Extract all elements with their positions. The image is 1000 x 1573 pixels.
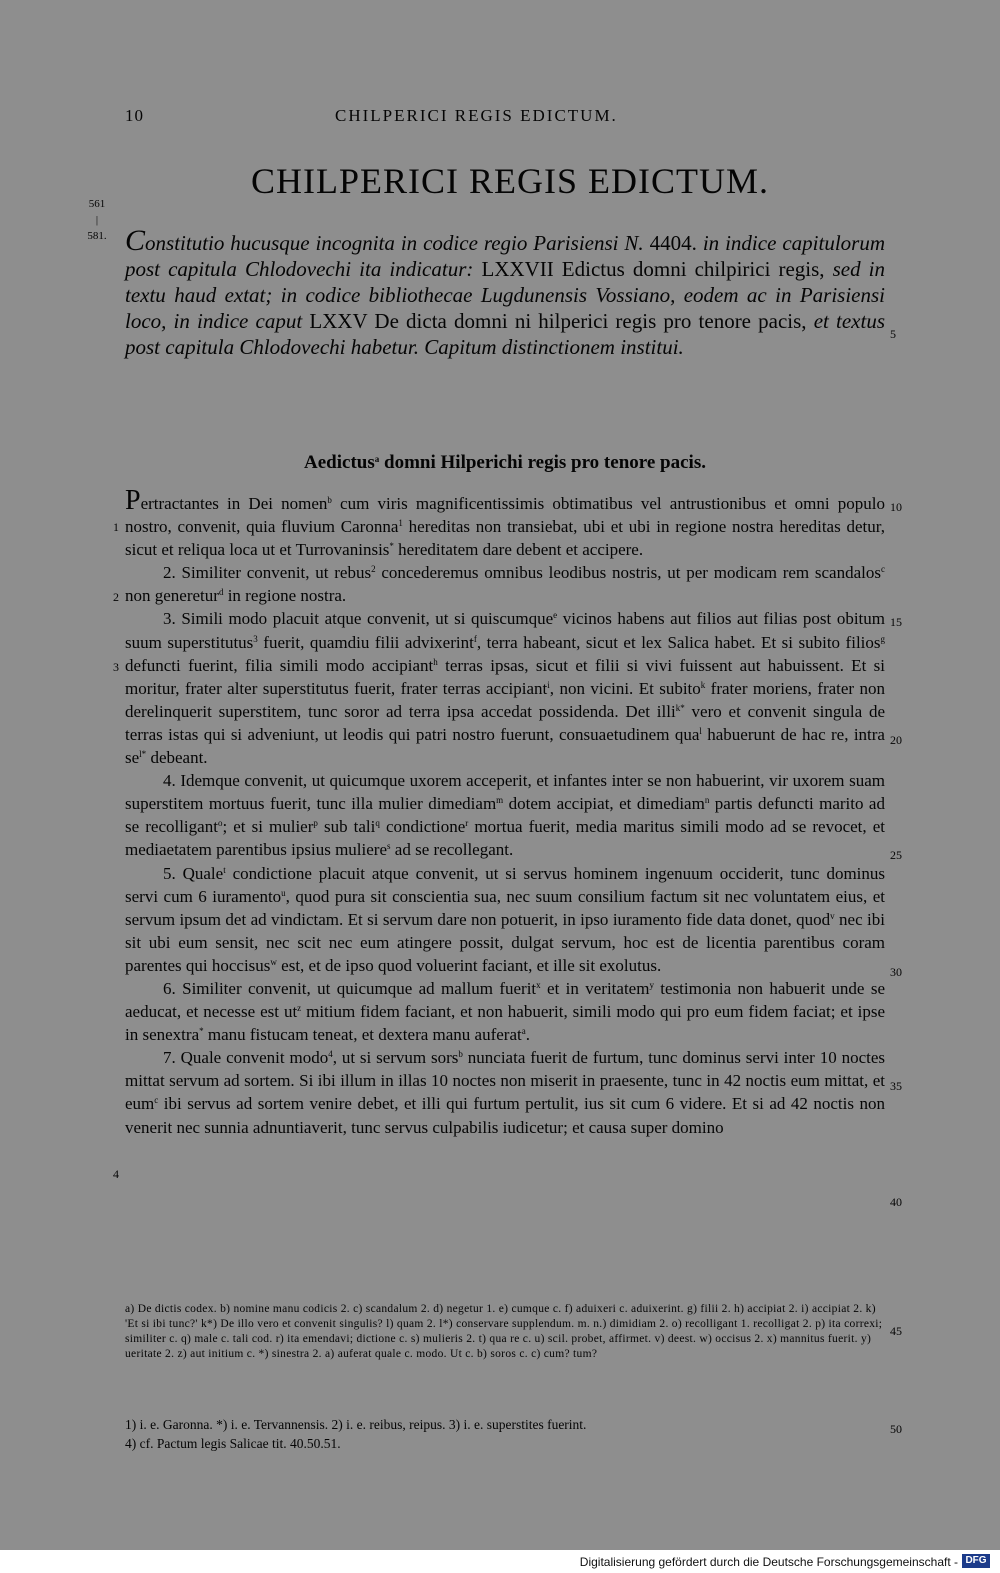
- running-title: CHILPERICI REGIS EDICTUM.: [335, 106, 618, 125]
- digitization-credit-bar: [0, 1550, 1000, 1573]
- editorial-introduction: Constitutio hucusque incognita in codice regio Parisiensi N. 4404. in indice capitulorum post capitula Chlodovechi ita indicatur: LXXVII Edictus domni chilpirici regis, sed in textu haud extat; in codice bibliothecae Lugdunensis Vossiano, eodem ac in Parisiensi loco, in indice caput LXXV De dicta domni ni hilperici regis pro tenore pacis, et textus post capitula Chlodovechi habetur. Capitum distinctionem institui.: [125, 224, 885, 359]
- main-title: CHILPERICI REGIS EDICTUM.: [251, 161, 769, 201]
- paragraph-5: 5. Quale$^t$ condictione placuit atque convenit, ut si servus hominem ingenuum occiderit, tunc dominus servi cum 6 iuramento$^u$, quod pura sit conscientia sua, nec suum consilium factum sit nec voluntatem eius, et servum ipsum det ad vindictam. Et si servum dare non potuerit, in ipso iuramento fide data donet, quod$^v$ nec ibi sit ubi eum sensit, nec scit nec eum atingere possit, dulgat servum, hoc est de licentia parentibus coram parentes qui hoccisus$^w$ est, et de ipso quod voluerint faciant, et ille sit exolutus.: [125, 863, 886, 975]
- line-number: 45: [890, 1324, 902, 1338]
- line-number: 10: [890, 500, 902, 514]
- line-number: 50: [890, 1422, 902, 1436]
- line-number: 15: [890, 615, 902, 629]
- date-range-margin: 561 | 581.: [87, 198, 107, 242]
- line-number: 30: [890, 965, 902, 979]
- margin-reference: 4: [113, 1167, 119, 1181]
- line-number: 35: [890, 1079, 902, 1093]
- explanatory-notes: 1) i. e. Garonna. *) i. e. Tervannensis. 2) i. e. reibus, reipus. 3) i. e. superstites fuerint. 4) cf. Pactum legis Salicae tit. 40.50.51.: [125, 1417, 587, 1451]
- margin-reference: 2: [113, 590, 119, 604]
- critical-apparatus: a) De dictis codex. b) nomine manu codicis 2. c) scandalum 2. d) negetur 1. e) cumque c. f) aduixeri c. aduixerint. g) filii 2. h) accipiat 2. i) accipiat 2. k) 'Et si ibi tunc?' k*) De illo vero et convenit singulis? l) quam 2. l*) conservare supplendum. m. n.) dimidiam 2. o) recolligant 1. recolligat 2. p) ita correxi; similiter c. q) male c. tali cod. r) ita emendavi; dictione c. s) mulieris 2. t) qua re c. u) scil. probet, affirmet. v) deest. w) occisus 2. x) mannitus fuerit. y) ueritate 2. z) aut initium c. *) sinestra 2. a) auferat quale c. modo. Ut c. b) soros c. c) cum? tum?: [125, 1303, 883, 1360]
- edict-text: [125, 485, 886, 1139]
- dfg-logo: DFG: [962, 1554, 990, 1568]
- paragraph-4: 4. Idemque convenit, ut quicumque uxorem acceperit, et infantes inter se non habuerint, vir uxorem suam superstitem mortuus fuerit, tunc illa mulier dimediam$^m$ dotem accipiat, et dimediam$^n$ partis defuncti marito ad se recolligant$^o$; et si mulier$^p$ sub tali$^q$ condictione$^r$ mortua fuerit, media maritus simili modo ad se revocet, et mediaetatem parentibus ipsius muliere$^s$ ad se recollegant.: [125, 771, 885, 860]
- page-number: 10: [125, 106, 144, 125]
- running-head: [125, 106, 885, 132]
- line-number: 25: [890, 848, 902, 862]
- paragraph-1: Pertractantes in Dei nomen$^b$ cum viris magnificentissimis obtimatibus vel antrustionibus et omni populo nostro, convenit, quia fluvium Caronna$^1$ hereditas non transiebat, ubi et ubi in regione nostra hereditas detur, sicut et reliqua loca ut et Turrovaninsis* hereditatem dare debent et accipere.: [125, 485, 886, 560]
- paragraph-3: 3. Simili modo placuit atque convenit, ut si quiscumque$^e$ vicinos habens aut filios aut filias post obitum suum superstitutus$^3$ fuerit, quamdiu filii advixerint$^f$, terra habeant, sicut et lex Salica habet. Et si subito filios$^g$ defuncti fuerint, filia simili modo accipiant$^h$ terras ipsas, sicut et filii si vivi fuissent aut habuissent. Et si moritur, frater alter superstitutus fuerit, frater terras accipiant$^i$, non vicini. Et subito$^k$ frater moriens, frater non derelinquerit superstitem, tunc soror ad terra ipsa accedat possidenda. Det illi$^{k*}$ vero et convenit singula de terras istas qui si adveniunt, ut leodis qui patri nostro fuerunt, consuaetudinem qua$^l$ habuerunt de hac re, intra $se^{l*}$ debeant.: [125, 609, 886, 768]
- paragraph-2: 2. Similiter convenit, ut rebus$^2$ concederemus omnibus leodibus nostris, ut per modicam rem scandalos$^c$ non generetur$^d$ in regione nostra.: [125, 563, 885, 606]
- paragraph-6: 6. Similiter convenit, ut quicumque ad mallum fuerit$^x$ et in veritatem$^y$ testimonia non habuerit unde se aeducat, et necesse est $ut^z$ mitium fidem faciant, et non habuerit, simili modo qui pro eum fidem faciat; et ipse in senextra* manu fistucam teneat, et dextera manu auferat$^a$.: [125, 978, 885, 1045]
- margin-reference: 3: [113, 660, 119, 674]
- margin-reference: 1: [113, 520, 119, 534]
- edict-heading: Aedictus$^a$ domni Hilperichi regis pro tenore pacis.: [304, 452, 706, 473]
- paragraph-7: 7. Quale convenit modo$^4$, ut si servum sors$^b$ nunciata fuerit de furtum, tunc dominus servi inter 10 noctes mittat servum ad sortem. Si ibi illum in illas 10 noctes non miserit in praesente, tunc in 42 noctis eum mittat, et eum$^c$ ibi servus ad sortem venire debet, et illi qui furtum pertulit, ius sit cum 6 videre. Et si ad 42 noctis non venerit nec sunnia adnuntiaverit, tunc servus culpabilis iudicetur; et causa super domino: [125, 1048, 885, 1137]
- line-number: 40: [890, 1195, 902, 1209]
- line-number: 5: [890, 327, 896, 341]
- credit-text: Digitalisierung gefördert durch die Deutsche Forschungsgemeinschaft -: [579, 1555, 958, 1569]
- line-number: 20: [890, 733, 902, 747]
